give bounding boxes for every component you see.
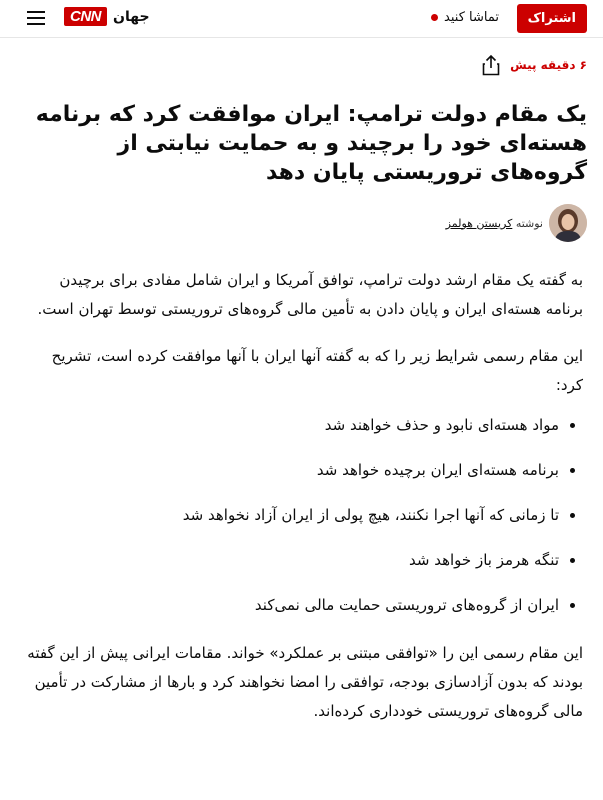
edition-label: جهان (113, 8, 150, 25)
watch-live-link[interactable] (431, 10, 499, 25)
author-link[interactable]: کریستن هولمز (445, 216, 513, 230)
share-icon[interactable] (481, 54, 501, 76)
article-headline: یک مقام دولت ترامپ: ایران موافقت کرد که برنامه هسته‌ای خود را برچیند و به حمایت نیابتی از گروه‌های تروریستی پایان دهد (35, 102, 587, 185)
cnn-logo-link[interactable] (64, 7, 150, 26)
byline-text (446, 217, 543, 230)
byline-prefix: نوشته (515, 216, 543, 230)
watch-label: تماشا کنید (444, 10, 499, 25)
article-body (23, 266, 583, 726)
list-item: • برنامه هسته‌ای ایران برچیده خواهد شد (23, 459, 559, 481)
article-paragraph: این مقام رسمی شرایط زیر را که به گفته آنها ایران با آنها موافقت کرده است، تشریح کرد: (51, 347, 583, 394)
site-header (0, 0, 603, 38)
list-item: • ایران از گروه‌های تروریستی حمایت مالی نمی‌کند (23, 594, 559, 616)
live-dot-icon (431, 14, 438, 21)
author-avatar (549, 204, 587, 242)
cnn-logo: CNN (64, 7, 107, 26)
conditions-list (23, 414, 583, 616)
list-item: • مواد هسته‌ای نابود و حذف خواهند شد (23, 414, 559, 436)
article-paragraph: به گفته یک مقام ارشد دولت ترامپ، توافق آمریکا و ایران شامل مفادی برای برچیدن برنامه هسته‌ای ایران و پایان دادن به تأمین مالی گروه‌های تروریستی توسط تهران است. (37, 271, 583, 318)
list-item: • تا زمانی که آنها اجرا نکنند، هیچ پولی از ایران آزاد نخواهد شد (23, 504, 559, 526)
byline (446, 204, 587, 242)
hamburger-menu-icon[interactable] (27, 11, 45, 25)
article-paragraph: این مقام رسمی این را «توافقی مبتنی بر عملکرد» خواند. مقامات ایرانی پیش از این گفته بودند که بدون آزادسازی بودجه، توافقی را امضا نخواهند کرد و بارها از مشارکت در تأمین مالی گروه‌های تروریستی خودداری کرده‌اند. (27, 644, 583, 720)
article-timestamp: ۶ دقیقه پیش (510, 58, 587, 72)
list-item: • تنگه هرمز باز خواهد شد (23, 549, 559, 571)
subscribe-button[interactable]: اشتراک (517, 4, 587, 33)
